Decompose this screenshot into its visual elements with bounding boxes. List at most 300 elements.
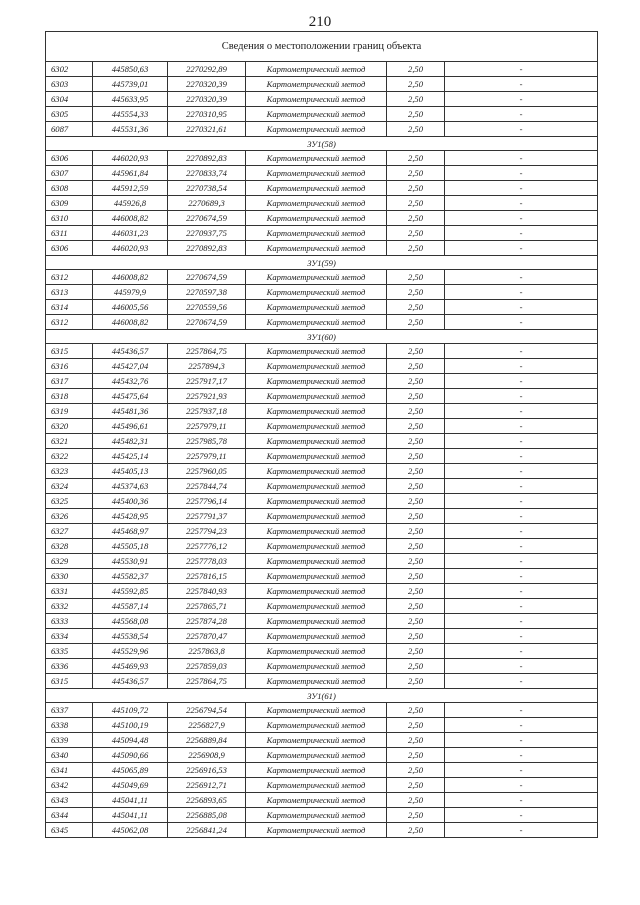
- method-cell: Картометрический метод: [246, 479, 387, 494]
- table-row: [46, 479, 598, 494]
- table-row: [46, 539, 598, 554]
- method-cell: Картометрический метод: [246, 614, 387, 629]
- method-cell: Картометрический метод: [246, 359, 387, 374]
- accuracy-cell: 2,50: [387, 62, 445, 77]
- description-cell: -: [445, 464, 598, 479]
- table-row: [46, 524, 598, 539]
- accuracy-cell: 2,50: [387, 404, 445, 419]
- table-row: [46, 823, 598, 838]
- description-cell: -: [445, 584, 598, 599]
- table-row: [46, 285, 598, 300]
- coord-y-cell: 2256893,65: [168, 793, 246, 808]
- accuracy-cell: 2,50: [387, 211, 445, 226]
- description-cell: -: [445, 315, 598, 330]
- description-cell: -: [445, 674, 598, 689]
- description-cell: -: [445, 374, 598, 389]
- description-cell: -: [445, 539, 598, 554]
- method-cell: Картометрический метод: [246, 629, 387, 644]
- accuracy-cell: 2,50: [387, 524, 445, 539]
- table-row: [46, 151, 598, 166]
- section-row: [46, 256, 598, 270]
- accuracy-cell: 2,50: [387, 270, 445, 285]
- description-cell: -: [445, 151, 598, 166]
- coord-y-cell: 2270738,54: [168, 181, 246, 196]
- coord-x-cell: 445049,69: [93, 778, 168, 793]
- table-row: [46, 62, 598, 77]
- coord-x-cell: 445468,97: [93, 524, 168, 539]
- table-row: [46, 584, 598, 599]
- coord-y-cell: 2257796,14: [168, 494, 246, 509]
- description-cell: -: [445, 554, 598, 569]
- method-cell: Картометрический метод: [246, 419, 387, 434]
- table-row: [46, 464, 598, 479]
- point-number-cell: 6339: [46, 733, 93, 748]
- coord-x-cell: 445961,84: [93, 166, 168, 181]
- method-cell: Картометрический метод: [246, 122, 387, 137]
- coord-y-cell: 2256916,53: [168, 763, 246, 778]
- accuracy-cell: 2,50: [387, 107, 445, 122]
- coord-y-cell: 2257985,78: [168, 434, 246, 449]
- point-number-cell: 6310: [46, 211, 93, 226]
- coord-y-cell: 2257776,12: [168, 539, 246, 554]
- coord-y-cell: 2270689,3: [168, 196, 246, 211]
- accuracy-cell: 2,50: [387, 569, 445, 584]
- description-cell: -: [445, 92, 598, 107]
- point-number-cell: 6308: [46, 181, 93, 196]
- table-row: [46, 300, 598, 315]
- point-number-cell: 6303: [46, 77, 93, 92]
- method-cell: Картометрический метод: [246, 733, 387, 748]
- method-cell: Картометрический метод: [246, 808, 387, 823]
- description-cell: -: [445, 404, 598, 419]
- point-number-cell: 6312: [46, 315, 93, 330]
- point-number-cell: 6320: [46, 419, 93, 434]
- coord-y-cell: 2256889,84: [168, 733, 246, 748]
- coord-y-cell: 2256885,08: [168, 808, 246, 823]
- point-number-cell: 6319: [46, 404, 93, 419]
- table-row: [46, 374, 598, 389]
- method-cell: Картометрический метод: [246, 196, 387, 211]
- method-cell: Картометрический метод: [246, 659, 387, 674]
- coord-y-cell: 2257917,17: [168, 374, 246, 389]
- point-number-cell: 6305: [46, 107, 93, 122]
- accuracy-cell: 2,50: [387, 823, 445, 838]
- description-cell: -: [445, 211, 598, 226]
- accuracy-cell: 2,50: [387, 718, 445, 733]
- accuracy-cell: 2,50: [387, 733, 445, 748]
- coord-y-cell: 2257894,3: [168, 359, 246, 374]
- method-cell: Картометрический метод: [246, 584, 387, 599]
- coord-y-cell: 2270937,75: [168, 226, 246, 241]
- method-cell: Картометрический метод: [246, 404, 387, 419]
- point-number-cell: 6338: [46, 718, 93, 733]
- description-cell: -: [445, 793, 598, 808]
- method-cell: Картометрический метод: [246, 77, 387, 92]
- description-cell: -: [445, 659, 598, 674]
- table-row: [46, 554, 598, 569]
- description-cell: -: [445, 703, 598, 718]
- description-cell: -: [445, 226, 598, 241]
- table-row: [46, 614, 598, 629]
- table-row: [46, 196, 598, 211]
- description-cell: -: [445, 122, 598, 137]
- section-label: ЗУ1(58): [46, 137, 598, 151]
- table-row: [46, 315, 598, 330]
- method-cell: Картометрический метод: [246, 285, 387, 300]
- point-number-cell: 6342: [46, 778, 93, 793]
- method-cell: Картометрический метод: [246, 539, 387, 554]
- method-cell: Картометрический метод: [246, 241, 387, 256]
- table-row: [46, 449, 598, 464]
- coord-y-cell: 2257874,28: [168, 614, 246, 629]
- accuracy-cell: 2,50: [387, 599, 445, 614]
- coord-x-cell: 445482,31: [93, 434, 168, 449]
- section-row: [46, 330, 598, 344]
- accuracy-cell: 2,50: [387, 659, 445, 674]
- table-row: [46, 748, 598, 763]
- description-cell: -: [445, 494, 598, 509]
- coord-y-cell: 2256794,54: [168, 703, 246, 718]
- method-cell: Картометрический метод: [246, 344, 387, 359]
- table-row: [46, 703, 598, 718]
- table-row: [46, 629, 598, 644]
- point-number-cell: 6314: [46, 300, 93, 315]
- boundary-table: [45, 31, 598, 838]
- accuracy-cell: 2,50: [387, 584, 445, 599]
- method-cell: Картометрический метод: [246, 226, 387, 241]
- accuracy-cell: 2,50: [387, 181, 445, 196]
- accuracy-cell: 2,50: [387, 300, 445, 315]
- coord-x-cell: 445475,64: [93, 389, 168, 404]
- coord-y-cell: 2257859,03: [168, 659, 246, 674]
- accuracy-cell: 2,50: [387, 344, 445, 359]
- coord-x-cell: 445109,72: [93, 703, 168, 718]
- table-row: [46, 674, 598, 689]
- coord-y-cell: 2257921,93: [168, 389, 246, 404]
- coord-x-cell: 445531,36: [93, 122, 168, 137]
- section-row: [46, 137, 598, 151]
- description-cell: -: [445, 419, 598, 434]
- point-number-cell: 6312: [46, 270, 93, 285]
- accuracy-cell: 2,50: [387, 509, 445, 524]
- coord-x-cell: 445041,11: [93, 808, 168, 823]
- description-cell: -: [445, 569, 598, 584]
- method-cell: Картометрический метод: [246, 151, 387, 166]
- coord-y-cell: 2257937,18: [168, 404, 246, 419]
- coord-x-cell: 445428,95: [93, 509, 168, 524]
- point-number-cell: 6335: [46, 644, 93, 659]
- point-number-cell: 6302: [46, 62, 93, 77]
- description-cell: -: [445, 270, 598, 285]
- table-row: [46, 419, 598, 434]
- coord-y-cell: 2270892,83: [168, 241, 246, 256]
- table-row: [46, 718, 598, 733]
- method-cell: Картометрический метод: [246, 509, 387, 524]
- description-cell: -: [445, 524, 598, 539]
- coord-y-cell: 2256841,24: [168, 823, 246, 838]
- coord-y-cell: 2257844,74: [168, 479, 246, 494]
- accuracy-cell: 2,50: [387, 419, 445, 434]
- method-cell: Картометрический метод: [246, 449, 387, 464]
- table-row: [46, 404, 598, 419]
- coord-x-cell: 445432,76: [93, 374, 168, 389]
- method-cell: Картометрический метод: [246, 62, 387, 77]
- coord-y-cell: 2257816,15: [168, 569, 246, 584]
- coord-x-cell: 446031,23: [93, 226, 168, 241]
- accuracy-cell: 2,50: [387, 778, 445, 793]
- method-cell: Картометрический метод: [246, 599, 387, 614]
- coord-x-cell: 445065,89: [93, 763, 168, 778]
- point-number-cell: 6087: [46, 122, 93, 137]
- coord-x-cell: 445427,04: [93, 359, 168, 374]
- coord-x-cell: 445400,36: [93, 494, 168, 509]
- accuracy-cell: 2,50: [387, 614, 445, 629]
- coord-x-cell: 445592,85: [93, 584, 168, 599]
- coord-x-cell: 445912,59: [93, 181, 168, 196]
- table-row: [46, 434, 598, 449]
- accuracy-cell: 2,50: [387, 151, 445, 166]
- table-row: [46, 241, 598, 256]
- coord-y-cell: 2270292,89: [168, 62, 246, 77]
- table-row: [46, 509, 598, 524]
- table-row: [46, 77, 598, 92]
- accuracy-cell: 2,50: [387, 226, 445, 241]
- method-cell: Картометрический метод: [246, 554, 387, 569]
- coord-x-cell: 446008,82: [93, 315, 168, 330]
- coord-y-cell: 2270674,59: [168, 211, 246, 226]
- table-title: Сведения о местоположении границ объекта: [46, 32, 598, 62]
- description-cell: -: [445, 823, 598, 838]
- description-cell: -: [445, 614, 598, 629]
- coord-x-cell: 445538,54: [93, 629, 168, 644]
- coord-x-cell: 445405,13: [93, 464, 168, 479]
- method-cell: Картометрический метод: [246, 703, 387, 718]
- accuracy-cell: 2,50: [387, 703, 445, 718]
- point-number-cell: 6321: [46, 434, 93, 449]
- point-number-cell: 6324: [46, 479, 93, 494]
- accuracy-cell: 2,50: [387, 674, 445, 689]
- description-cell: -: [445, 629, 598, 644]
- coord-x-cell: 446005,56: [93, 300, 168, 315]
- method-cell: Картометрический метод: [246, 524, 387, 539]
- coord-x-cell: 445926,8: [93, 196, 168, 211]
- description-cell: -: [445, 434, 598, 449]
- description-cell: -: [445, 763, 598, 778]
- coord-x-cell: 446008,82: [93, 270, 168, 285]
- accuracy-cell: 2,50: [387, 434, 445, 449]
- point-number-cell: 6322: [46, 449, 93, 464]
- table-row: [46, 733, 598, 748]
- coord-x-cell: 445436,57: [93, 344, 168, 359]
- accuracy-cell: 2,50: [387, 196, 445, 211]
- coord-x-cell: 445633,95: [93, 92, 168, 107]
- coord-x-cell: 446020,93: [93, 241, 168, 256]
- description-cell: -: [445, 285, 598, 300]
- coord-x-cell: 445529,96: [93, 644, 168, 659]
- description-cell: -: [445, 344, 598, 359]
- method-cell: Картометрический метод: [246, 270, 387, 285]
- table-row: [46, 659, 598, 674]
- coord-x-cell: 445481,36: [93, 404, 168, 419]
- accuracy-cell: 2,50: [387, 166, 445, 181]
- description-cell: -: [445, 241, 598, 256]
- description-cell: -: [445, 196, 598, 211]
- point-number-cell: 6331: [46, 584, 93, 599]
- description-cell: -: [445, 748, 598, 763]
- method-cell: Картометрический метод: [246, 166, 387, 181]
- coord-y-cell: 2270597,38: [168, 285, 246, 300]
- coord-y-cell: 2257864,75: [168, 344, 246, 359]
- accuracy-cell: 2,50: [387, 315, 445, 330]
- table-row: [46, 359, 598, 374]
- coord-x-cell: 445374,63: [93, 479, 168, 494]
- coord-x-cell: 445469,93: [93, 659, 168, 674]
- point-number-cell: 6330: [46, 569, 93, 584]
- coord-y-cell: 2270310,95: [168, 107, 246, 122]
- coord-x-cell: 445496,61: [93, 419, 168, 434]
- accuracy-cell: 2,50: [387, 359, 445, 374]
- coord-x-cell: 445041,11: [93, 793, 168, 808]
- description-cell: -: [445, 62, 598, 77]
- table-row: [46, 793, 598, 808]
- accuracy-cell: 2,50: [387, 374, 445, 389]
- coord-y-cell: 2270892,83: [168, 151, 246, 166]
- coord-y-cell: 2256912,71: [168, 778, 246, 793]
- table-row: [46, 270, 598, 285]
- coord-y-cell: 2257870,47: [168, 629, 246, 644]
- coord-y-cell: 2270674,59: [168, 270, 246, 285]
- description-cell: -: [445, 808, 598, 823]
- coord-x-cell: 445090,66: [93, 748, 168, 763]
- coord-y-cell: 2257840,93: [168, 584, 246, 599]
- accuracy-cell: 2,50: [387, 77, 445, 92]
- method-cell: Картометрический метод: [246, 374, 387, 389]
- coord-y-cell: 2257865,71: [168, 599, 246, 614]
- table-row: [46, 599, 598, 614]
- description-cell: -: [445, 359, 598, 374]
- table-row: [46, 763, 598, 778]
- method-cell: Картометрический метод: [246, 389, 387, 404]
- point-number-cell: 6325: [46, 494, 93, 509]
- table-row: [46, 211, 598, 226]
- table-row: [46, 107, 598, 122]
- point-number-cell: 6315: [46, 674, 93, 689]
- description-cell: -: [445, 77, 598, 92]
- point-number-cell: 6309: [46, 196, 93, 211]
- method-cell: Картометрический метод: [246, 300, 387, 315]
- description-cell: -: [445, 644, 598, 659]
- point-number-cell: 6341: [46, 763, 93, 778]
- table-row: [46, 808, 598, 823]
- method-cell: Картометрический метод: [246, 434, 387, 449]
- coord-y-cell: 2270559,56: [168, 300, 246, 315]
- accuracy-cell: 2,50: [387, 748, 445, 763]
- coord-y-cell: 2257863,8: [168, 644, 246, 659]
- method-cell: Картометрический метод: [246, 464, 387, 479]
- description-cell: -: [445, 166, 598, 181]
- table-row: [46, 122, 598, 137]
- coord-x-cell: 445739,01: [93, 77, 168, 92]
- point-number-cell: 6326: [46, 509, 93, 524]
- coord-x-cell: 445505,18: [93, 539, 168, 554]
- table-row: [46, 226, 598, 241]
- coord-y-cell: 2270320,39: [168, 77, 246, 92]
- description-cell: -: [445, 449, 598, 464]
- accuracy-cell: 2,50: [387, 241, 445, 256]
- description-cell: -: [445, 389, 598, 404]
- section-label: ЗУ1(60): [46, 330, 598, 344]
- description-cell: -: [445, 733, 598, 748]
- method-cell: Картометрический метод: [246, 315, 387, 330]
- point-number-cell: 6328: [46, 539, 93, 554]
- coord-y-cell: 2270320,39: [168, 92, 246, 107]
- accuracy-cell: 2,50: [387, 122, 445, 137]
- coord-x-cell: 445587,14: [93, 599, 168, 614]
- description-cell: -: [445, 778, 598, 793]
- point-number-cell: 6317: [46, 374, 93, 389]
- point-number-cell: 6318: [46, 389, 93, 404]
- accuracy-cell: 2,50: [387, 763, 445, 778]
- coord-y-cell: 2256827,9: [168, 718, 246, 733]
- coord-x-cell: 445436,57: [93, 674, 168, 689]
- method-cell: Картометрический метод: [246, 107, 387, 122]
- method-cell: Картометрический метод: [246, 674, 387, 689]
- point-number-cell: 6306: [46, 241, 93, 256]
- accuracy-cell: 2,50: [387, 449, 445, 464]
- method-cell: Картометрический метод: [246, 778, 387, 793]
- accuracy-cell: 2,50: [387, 494, 445, 509]
- point-number-cell: 6340: [46, 748, 93, 763]
- table-row: [46, 344, 598, 359]
- coord-y-cell: 2257864,75: [168, 674, 246, 689]
- accuracy-cell: 2,50: [387, 479, 445, 494]
- method-cell: Картометрический метод: [246, 644, 387, 659]
- accuracy-cell: 2,50: [387, 464, 445, 479]
- point-number-cell: 6327: [46, 524, 93, 539]
- coord-x-cell: 445425,14: [93, 449, 168, 464]
- description-cell: -: [445, 181, 598, 196]
- method-cell: Картометрический метод: [246, 793, 387, 808]
- method-cell: Картометрический метод: [246, 211, 387, 226]
- accuracy-cell: 2,50: [387, 92, 445, 107]
- method-cell: Картометрический метод: [246, 718, 387, 733]
- method-cell: Картометрический метод: [246, 494, 387, 509]
- coord-y-cell: 2270674,59: [168, 315, 246, 330]
- section-label: ЗУ1(59): [46, 256, 598, 270]
- coord-x-cell: 445582,37: [93, 569, 168, 584]
- coord-y-cell: 2257794,23: [168, 524, 246, 539]
- accuracy-cell: 2,50: [387, 389, 445, 404]
- coord-x-cell: 445568,08: [93, 614, 168, 629]
- method-cell: Картометрический метод: [246, 763, 387, 778]
- method-cell: Картометрический метод: [246, 92, 387, 107]
- coord-y-cell: 2257778,03: [168, 554, 246, 569]
- page-number: 210: [308, 14, 332, 30]
- coord-x-cell: 446020,93: [93, 151, 168, 166]
- table-row: [46, 92, 598, 107]
- coord-x-cell: 445094,48: [93, 733, 168, 748]
- coord-x-cell: 445850,63: [93, 62, 168, 77]
- table-row: [46, 644, 598, 659]
- coord-y-cell: 2256908,9: [168, 748, 246, 763]
- description-cell: -: [445, 599, 598, 614]
- description-cell: -: [445, 300, 598, 315]
- point-number-cell: 6307: [46, 166, 93, 181]
- table-row: [46, 569, 598, 584]
- description-cell: -: [445, 718, 598, 733]
- point-number-cell: 6344: [46, 808, 93, 823]
- section-label: ЗУ1(61): [46, 689, 598, 703]
